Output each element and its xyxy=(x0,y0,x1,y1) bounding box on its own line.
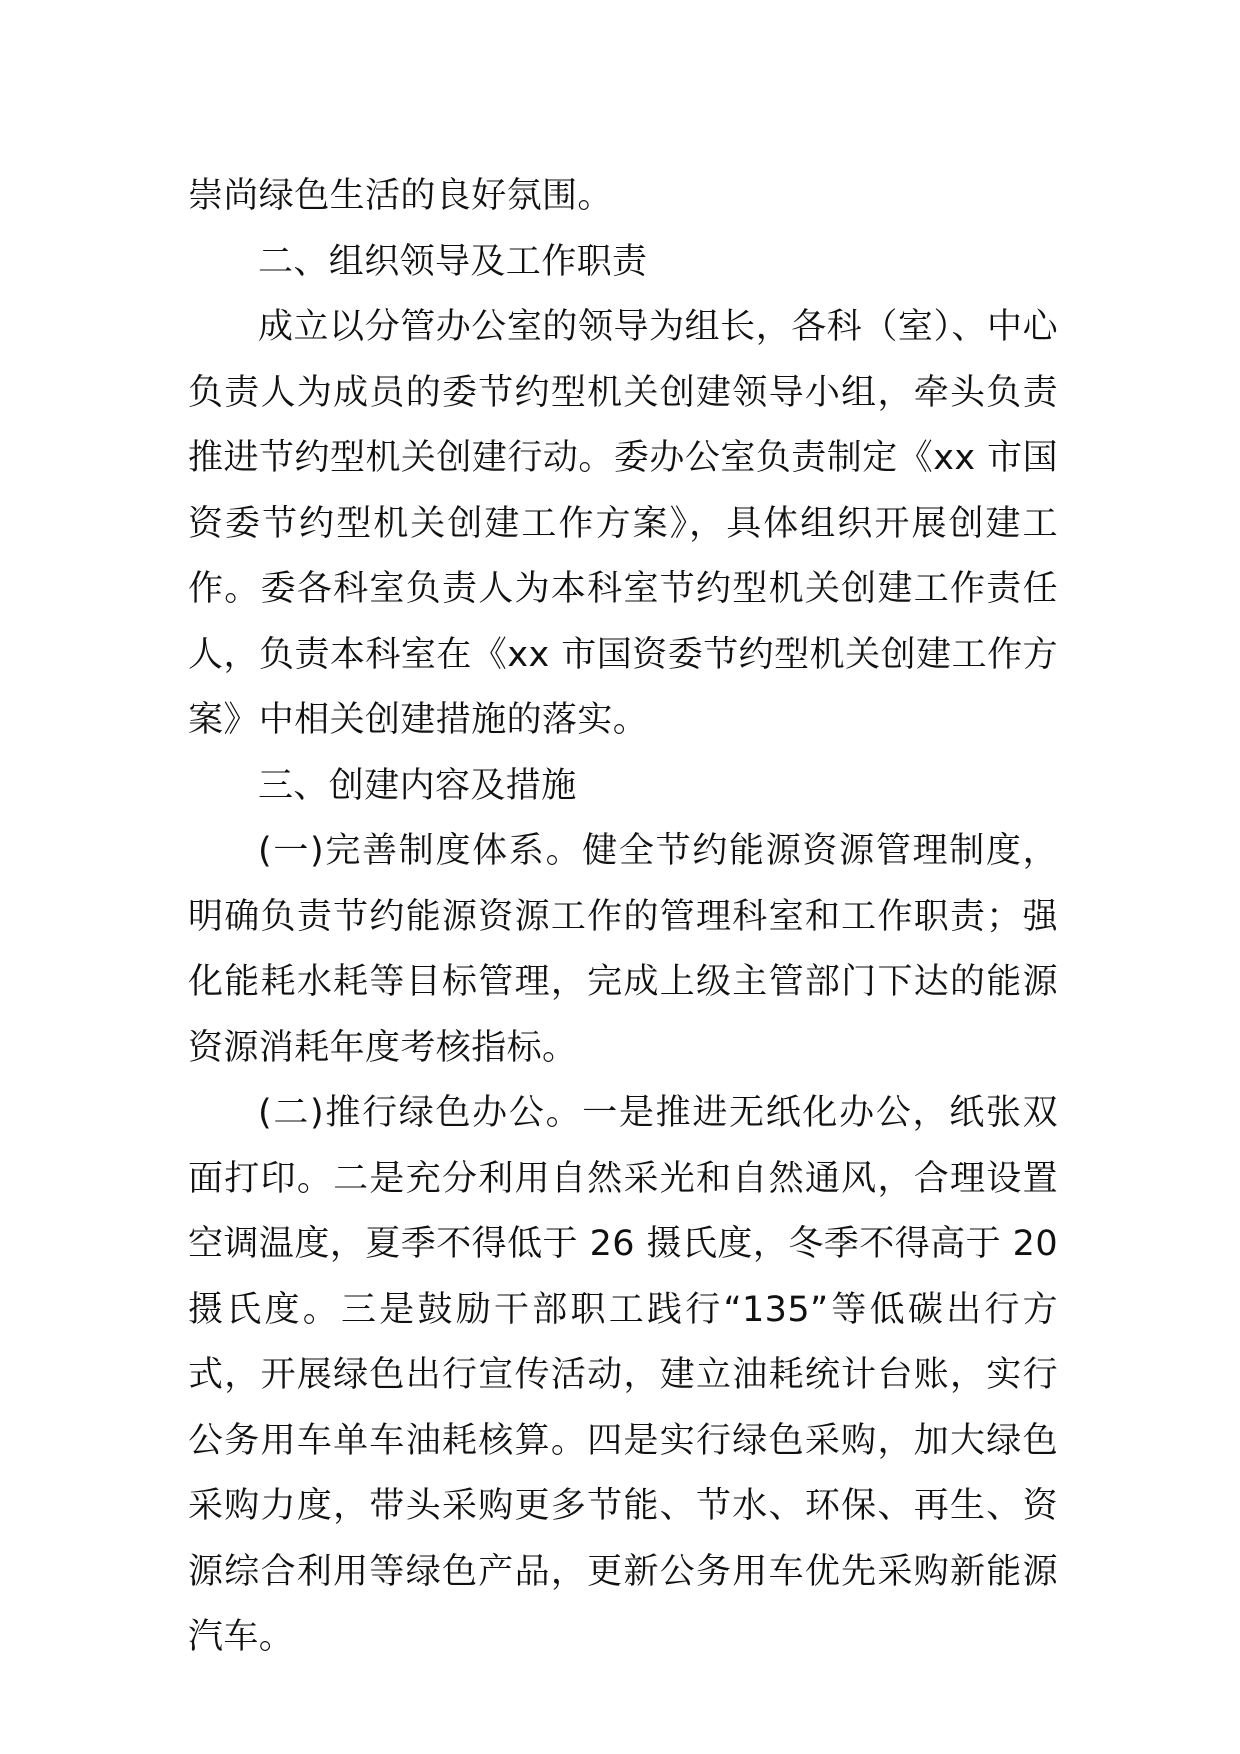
document-body xyxy=(188,164,1058,1671)
paragraph-system-improvement: (一)完善制度体系。健全节约能源资源管理制度，明确负责节约能源资源工作的管理科室和工作职责；强化能耗水耗等目标管理，完成上级主管部门下达的能源资源消耗年度考核指标。 xyxy=(188,831,1058,1068)
section-heading-measures: 三、创建内容及措施 xyxy=(258,765,577,806)
paragraph-leadership-group: 成立以分管办公室的领导为组长，各科（室）、中心负责人为成员的委节约型机关创建领导小组，牵头负责推进节约型机关创建行动。委办公室负责制定《xx 市国资委节约型机关创建工作方案》，具体组织开展创建工作。委各科室负责人为本科室节约型机关创建工作责任人，负责本科室在《xx 市国资委节约型机关创建工作方案》中相关创建措施的落实。 xyxy=(188,307,1058,740)
paragraph-green-office: (二)推行绿色办公。一是推进无纸化办公，纸张双面打印。二是充分利用自然采光和自然通风，合理设置空调温度，夏季不得低于 26 摄氏度，冬季不得高于 20 摄氏度。三是鼓励干部职工践行“135”等低碳出行方式，开展绿色出行宣传活动，建立油耗统计台账，实行公务用车单车油耗核算。四是实行绿色采购，加大绿色采购力度，带头采购更多节能、节水、环保、再生、资源综合利用等绿色产品，更新公务用车优先采购新能源汽车。 xyxy=(188,1093,1058,1657)
paragraph-continuation: 崇尚绿色生活的良好氛围。 xyxy=(188,176,613,216)
section-heading-organization: 二、组织领导及工作职责 xyxy=(258,241,648,282)
